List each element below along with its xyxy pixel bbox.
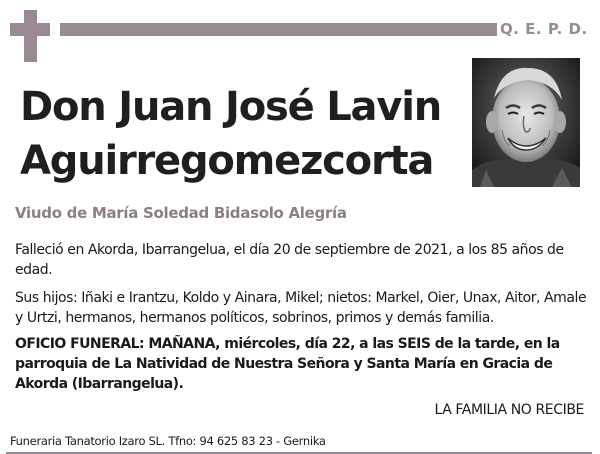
family-note: LA FAMILIA NO RECIBE — [434, 402, 584, 418]
qepd-label: Q. E. P. D. — [500, 20, 588, 38]
deceased-name — [20, 80, 460, 188]
funeral-home-footer: Funeraria Tanatorio Izaro SL. Tfno: 94 625 83 23 - Gernika — [10, 434, 326, 448]
deceased-name-line1: Don Juan José Lavin — [20, 84, 442, 130]
header-rule — [60, 23, 497, 36]
funeral-service: OFICIO FUNERAL: MAÑANA, miércoles, día 22, a las SEIS de la tarde, en la parroquia de La Natividad de Nuestra Señora y Santa María en Gracia de Akorda (Ibarrangelua). — [15, 336, 560, 392]
spouse-line: Viudo de María Soledad Bidasolo Alegría — [15, 204, 347, 222]
death-details: Falleció en Akorda, Ibarrangelua, el día 20 de septiembre de 2021, a los 85 años de edad. — [15, 242, 564, 278]
deceased-name-line2: Aguirregomezcorta — [20, 138, 434, 184]
family-members: Sus hijos: Iñaki e Irantzu, Koldo y Ainara, Mikel; nietos: Markel, Oier, Unax, Aitor, Amale y Urtzi, hermanos, hermanos políticos, sobrinos, primos y demás familia. — [15, 290, 587, 326]
deceased-photo — [472, 58, 580, 187]
